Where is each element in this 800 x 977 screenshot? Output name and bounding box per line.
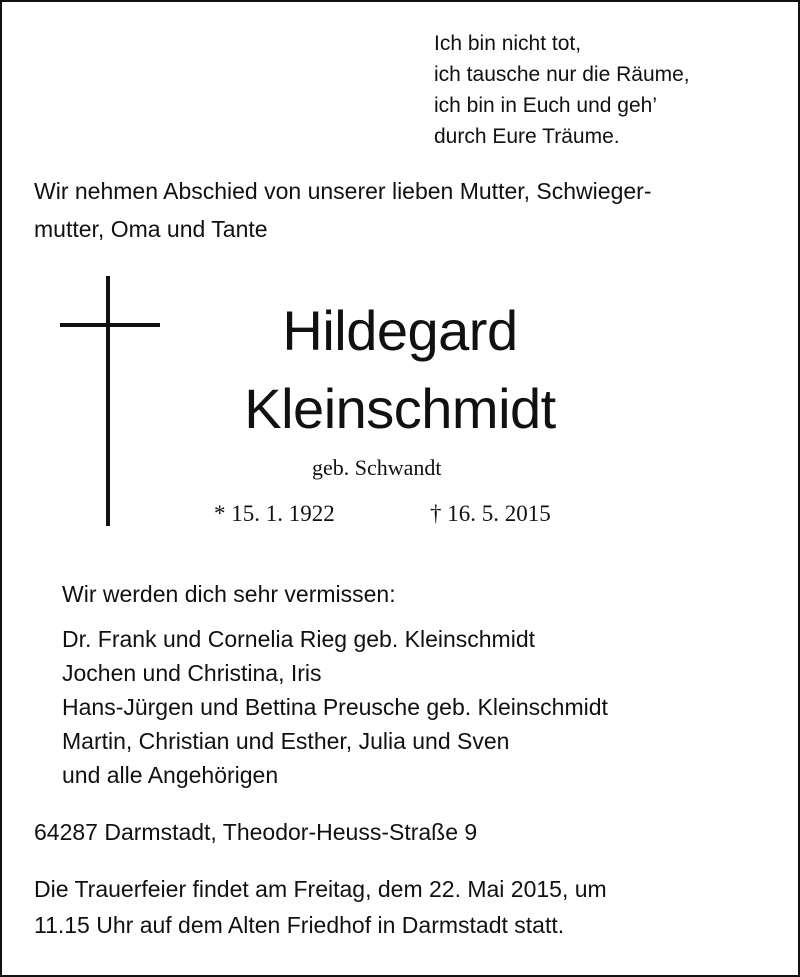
deceased-name (200, 292, 600, 448)
cross-vertical-bar (106, 276, 110, 526)
funeral-line: 11.15 Uhr auf dem Alten Friedhof in Darmstadt statt. (34, 912, 565, 938)
birth-name: geb. Schwandt (312, 455, 442, 480)
cross-horizontal-bar (60, 323, 160, 327)
mourners-list (62, 622, 608, 792)
poem-line: Ich bin nicht tot, (434, 32, 582, 55)
intro-line: mutter, Oma und Tante (34, 216, 268, 242)
funeral-line: Die Trauerfeier findet am Freitag, dem 22. Mai 2015, um (34, 876, 607, 902)
mourner-line: und alle Angehörigen (62, 762, 279, 788)
funeral-notice (34, 871, 607, 943)
poem-line: durch Eure Träume. (434, 125, 620, 148)
death-date: † 16. 5. 2015 (430, 501, 551, 526)
birth-date: * 15. 1. 1922 (214, 501, 335, 526)
mourner-line: Martin, Christian und Esther, Julia und Sven (62, 728, 510, 754)
poem-line: ich tausche nur die Räume, (434, 63, 690, 86)
mourner-line: Jochen und Christina, Iris (62, 660, 322, 686)
first-name: Hildegard (282, 299, 518, 362)
poem (434, 28, 690, 152)
mourner-line: Dr. Frank und Cornelia Rieg geb. Kleinschmidt (62, 626, 536, 652)
poem-line: ich bin in Euch und geh’ (434, 94, 657, 117)
mourners-heading: Wir werden dich sehr vermissen: (62, 581, 396, 607)
mourner-line: Hans-Jürgen und Bettina Preusche geb. Kleinschmidt (62, 694, 608, 720)
last-name: Kleinschmidt (244, 377, 556, 440)
intro-line: Wir nehmen Abschied von unserer lieben Mutter, Schwieger- (34, 178, 652, 204)
address: 64287 Darmstadt, Theodor-Heuss-Straße 9 (34, 819, 478, 845)
intro-text (34, 172, 774, 248)
